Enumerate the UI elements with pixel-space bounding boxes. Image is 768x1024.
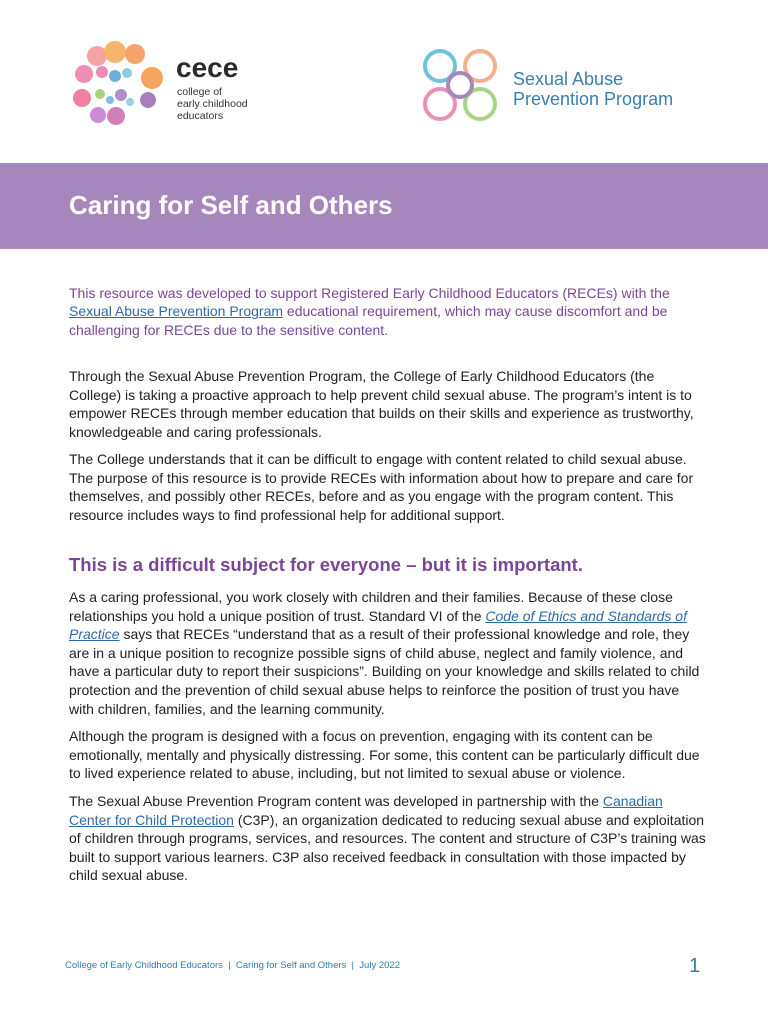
intro-text: This resource was developed to support Registered Early Childhood Educators (RECEs) with the bbox=[69, 285, 670, 301]
code-of-ethics-link[interactable]: Code of Ethics and Standards of Practice bbox=[69, 607, 687, 643]
prevention-program-wordmark bbox=[513, 69, 713, 109]
page-number: 1 bbox=[689, 955, 701, 977]
prevention-program-logo-icon bbox=[420, 44, 502, 126]
body-paragraph-3 bbox=[69, 588, 707, 718]
intro-paragraph bbox=[69, 284, 705, 339]
body-paragraph-1: Through the Sexual Abuse Prevention Program, the College of Early Childhood Educators (the College) is taking a proactive approach to help prevent child sexual abuse. The program’s intent is to empower RECEs through member education that builds on their skills and experience as trustworthy, knowledgeable and caring professionals. bbox=[69, 368, 694, 440]
c3p-link[interactable]: Canadian Center for Child Protection bbox=[69, 793, 663, 828]
body-paragraph-5 bbox=[69, 792, 707, 885]
para-text: As a caring professional, you work closely with children and their families. Because of these close relationships you hold a unique position of trust. Standard VI of the bbox=[69, 589, 673, 624]
para-text: The Sexual Abuse Prevention Program content was developed in partnership with the bbox=[69, 793, 603, 809]
cece-sub-line: college of bbox=[177, 86, 222, 98]
cece-logo-wordmark: cece bbox=[176, 52, 239, 83]
section-heading: This is a difficult subject for everyone – but it is important. bbox=[69, 554, 583, 575]
program-link[interactable]: Sexual Abuse Prevention Program bbox=[69, 303, 284, 320]
body-paragraph-2: The College understands that it can be difficult to engage with content related to child sexual abuse. The purpose of this resource is to provide RECEs with information about how to prepare and care for themselves, and possibly other RECEs, before and as you engage with the program content. This resource includes ways to find professional help for additional support. bbox=[69, 451, 694, 523]
page-header bbox=[0, 0, 768, 163]
cece-sub-line: educators bbox=[177, 110, 224, 122]
intro-text: educational requirement, which may cause discomfort and be challenging for RECEs due to the sensitive content. bbox=[69, 303, 668, 338]
cece-sub-line: early childhood bbox=[177, 98, 248, 110]
body-paragraph-4: Although the program is designed with a focus on prevention, engaging with its content can be emotionally, mentally and physically distressing. For some, this content can be particularly difficult due to lived experience related to abuse, including, but not limited to sexual abuse or violence. bbox=[69, 728, 700, 782]
cece-logo-subtitle bbox=[177, 86, 267, 122]
para-text: says that RECEs “understand that as a result of their professional knowledge and role, they are in a unique position to recognize possible signs of child abuse, neglect and family violence, and have a particular duty to report their suspicions”. Building on your knowledge and skills related to child protection and the prevention of child sexual abuse helps to reinforce the position of trust you have with children, families, and the learning community. bbox=[69, 626, 700, 717]
sapp-line: Sexual Abuse bbox=[513, 69, 624, 89]
sapp-line: Prevention Program bbox=[513, 89, 674, 109]
page-title: Caring for Self and Others bbox=[69, 190, 393, 220]
page-footer: College of Early Childhood Educators | Caring for Self and Others | July 2022 bbox=[65, 960, 400, 971]
para-text: (C3P), an organization dedicated to reducing sexual abuse and exploitation of children through programs, services, and resources. The content and structure of C3P’s training was built to support various learners. C3P also received feedback in consultation with those impacted by child sexual abuse. bbox=[69, 811, 706, 884]
